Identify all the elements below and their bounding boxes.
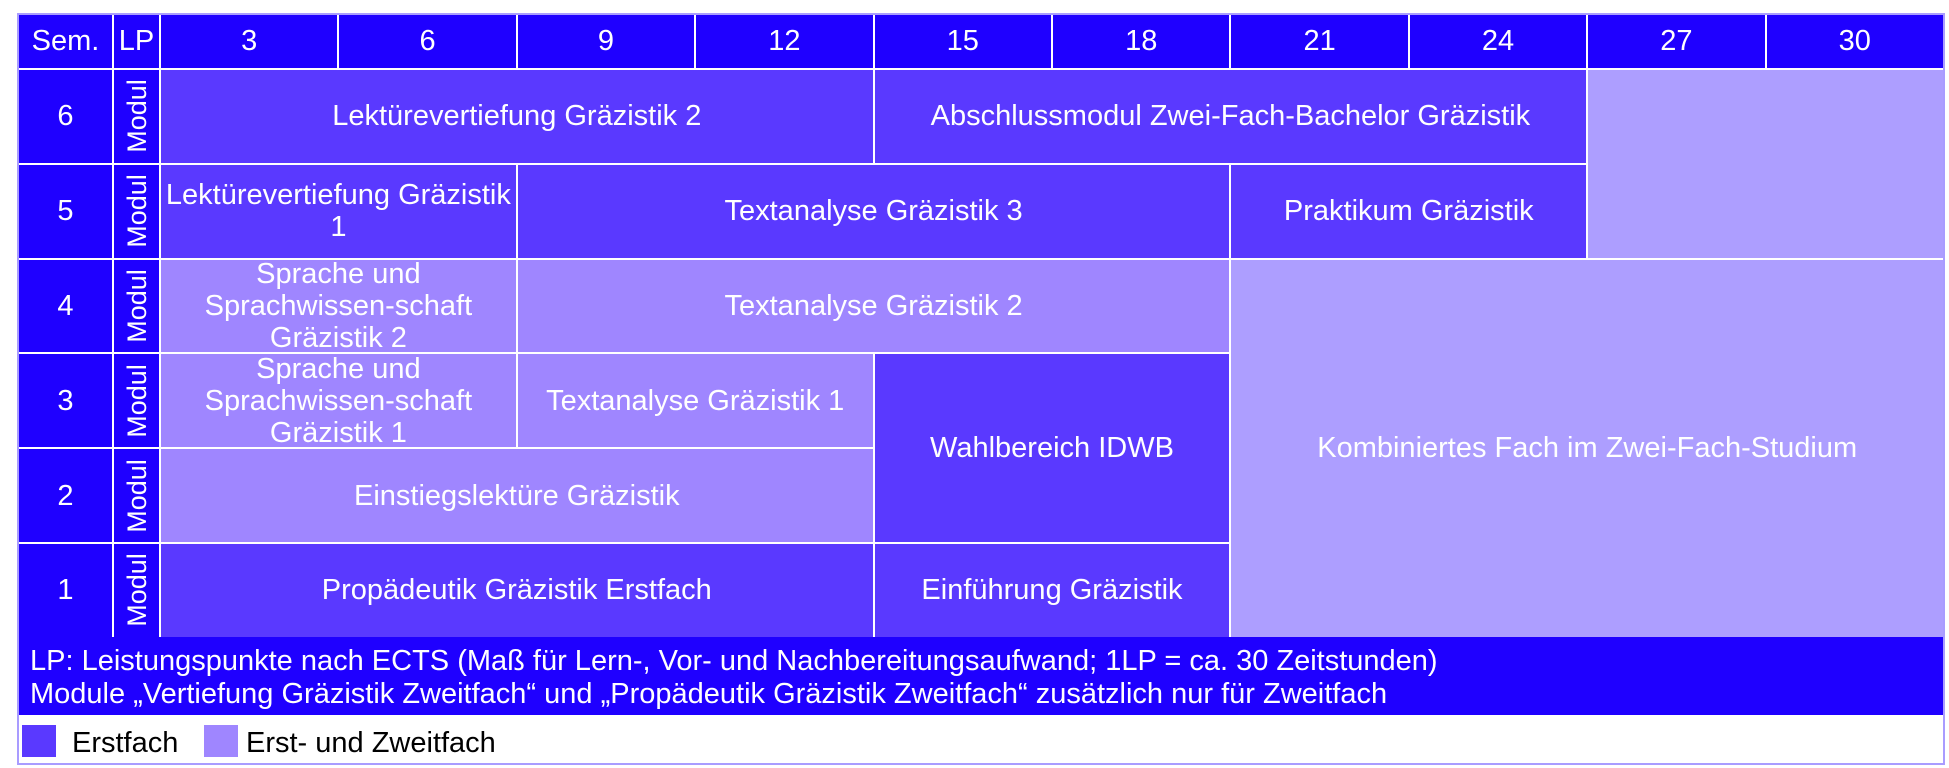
header-lp-mark-cell [517,13,695,69]
module-block [874,543,1231,638]
header-lp-mark: 6 [419,25,436,57]
legend-swatch-zweitfach [204,725,238,757]
module-column-label: Modul [121,364,152,438]
footnote-lp: LP: Leistungspunkte nach ECTS (Maß für Lern-, Vor- und Nachbereitungsaufwand; 1LP = ca. 30 Zeitstunden) [30,645,1438,677]
semester-label: 3 [57,384,74,417]
module-column-label: Modul [121,458,152,533]
module-label: Kombiniertes Fach im Zwei-Fach-Studium [1317,432,1858,465]
module-label: Propädeutik Gräzistik Erstfach [321,574,712,607]
header-lp-mark-cell [1409,13,1587,69]
module-label: Einstiegslektüre Gräzistik [354,479,680,512]
header-lp-label: LP [118,25,155,57]
module-block [517,164,1231,259]
module-block [160,164,517,259]
header-lp-mark-cell [338,13,516,69]
module-column-cell [113,353,160,448]
module-block [874,69,1588,164]
module-column-label: Modul [121,269,152,343]
module-block [160,448,874,543]
module-column-cell [113,448,160,543]
legend-label-zweitfach: Erst- und Zweitfach [246,727,496,759]
semester-cell [18,164,113,259]
semester-label: 4 [57,289,74,322]
module-label: Textanalyse Gräzistik 2 [724,289,1023,322]
module-column-label: Modul [121,553,152,628]
header-lp-mark: 9 [597,25,615,57]
footnote-box [18,637,1944,715]
header-lp-mark: 27 [1660,25,1693,57]
legend-label-erstfach: Erstfach [72,727,179,759]
module-block [160,543,874,638]
header-lp-mark: 30 [1838,25,1871,57]
header-lp-mark-cell [695,13,873,69]
header-lp-mark-cell [1230,13,1408,69]
semester-cell [18,543,113,638]
header-lp-mark-cell [160,13,338,69]
footnote-modules: Module „Vertiefung Gräzistik Zweitfach“ und „Propädeutik Gräzistik Zweitfach“ zusätzlich nur für Zweitfach [30,678,1388,710]
semester-cell [18,69,113,164]
module-label: Einführung Gräzistik [921,574,1183,607]
header-lp-mark: 12 [768,25,801,57]
module-label: Abschlussmodul Zwei-Fach-Bachelor Gräzistik [930,100,1531,133]
header-sem-label: Sem. [31,25,100,57]
module-label: Wahlbereich IDWB [930,432,1174,465]
module-column-label: Modul [121,174,152,248]
module-label: Lektürevertiefung Gräzistik 2 [332,100,702,133]
module-label: Sprache und Sprachwissen-schaft Gräzistik 1 [204,353,473,449]
legend [18,715,1944,763]
module-column-cell [113,164,160,259]
module-column-label: Modul [121,79,152,154]
module-label: Lektürevertiefung Gräzistik 1 [165,179,511,244]
legend-swatch-erstfach [22,725,56,757]
header-lp-mark-cell [1587,13,1765,69]
module-block [160,259,517,354]
module-column-cell [113,543,160,638]
header-lp-cell [113,13,160,69]
module-block [160,69,874,164]
module-column-cell [113,259,160,354]
module-column-cell [113,69,160,164]
module-block [517,259,1231,354]
header-lp-mark: 21 [1303,25,1336,57]
module-block [874,353,1231,543]
semester-cell [18,448,113,543]
header-sem-cell [18,13,113,69]
module-block [1230,164,1587,259]
module-label: Textanalyse Gräzistik 1 [546,384,845,417]
module-label: Praktikum Gräzistik [1283,195,1534,228]
semester-label: 5 [57,195,74,228]
module-label: Sprache und Sprachwissen-schaft Gräzistik 2 [204,258,473,354]
header-lp-mark: 18 [1125,25,1158,57]
header-lp-mark: 15 [946,25,979,57]
header-lp-mark-cell [1766,13,1944,69]
semester-label: 1 [57,574,74,607]
module-block [517,353,874,448]
module-block [1230,259,1944,638]
module-label: Textanalyse Gräzistik 3 [724,195,1023,228]
module-block [160,353,517,448]
semester-cell [18,353,113,448]
semester-label: 6 [57,100,74,133]
header-lp-mark: 24 [1481,25,1515,57]
module-block [1587,69,1944,259]
semester-cell [18,259,113,354]
header-lp-mark: 3 [241,25,258,57]
semester-label: 2 [57,479,74,512]
header-lp-mark-cell [1052,13,1230,69]
header-lp-mark-cell [874,13,1052,69]
